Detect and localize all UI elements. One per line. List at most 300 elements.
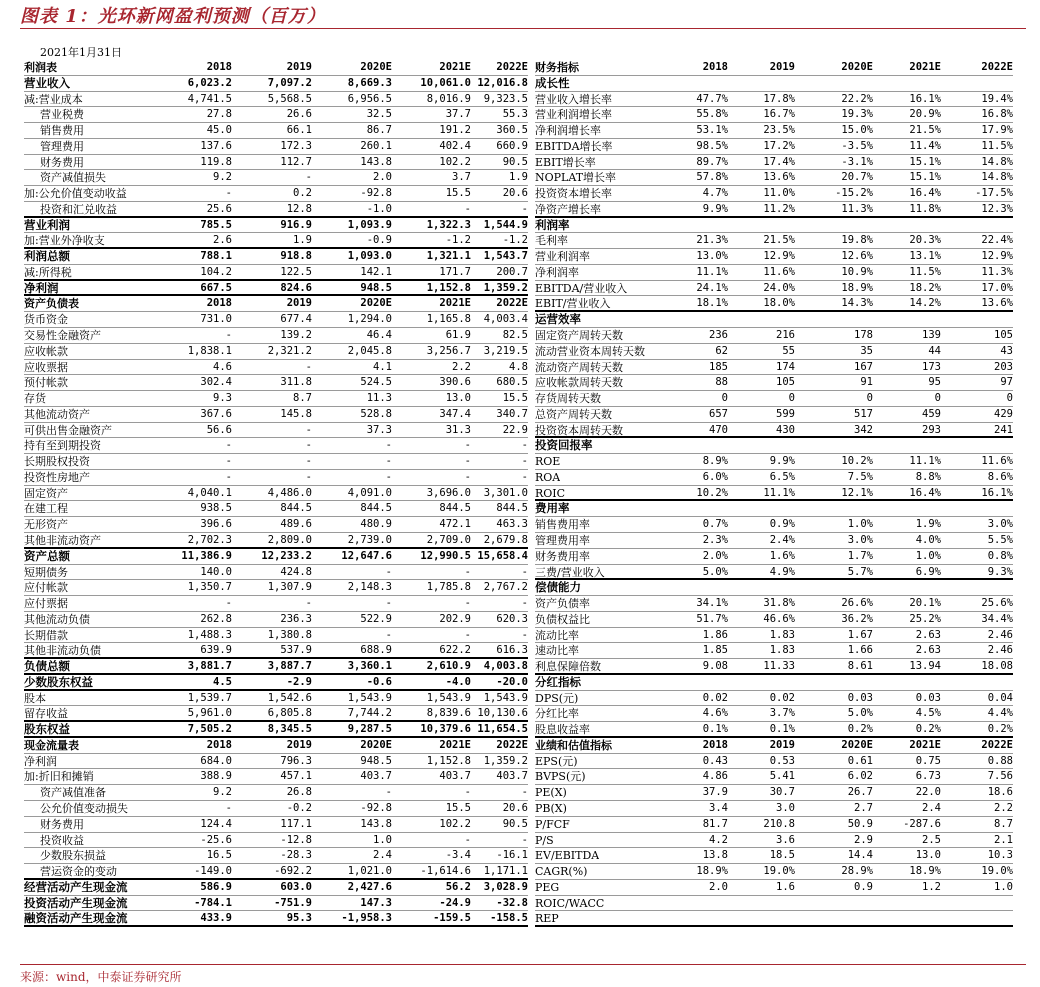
row-value: - [521, 470, 528, 483]
row-value: - [521, 202, 528, 215]
row-value: -1,614.6 [420, 865, 471, 878]
row-label: 三费/营业收入 [535, 565, 605, 579]
table-row [24, 833, 528, 849]
table-row [535, 470, 1013, 486]
row-value: 311.8 [280, 376, 312, 389]
table-row [535, 738, 1013, 754]
row-value: - [464, 597, 471, 610]
row-label: REP [535, 912, 559, 926]
row-value: 463.3 [496, 518, 528, 531]
row-value: 178 [854, 329, 873, 342]
row-value: 360.5 [496, 124, 528, 137]
table-row [535, 344, 1013, 360]
table-row [24, 60, 528, 76]
row-value: 2,739.0 [347, 533, 392, 546]
row-label: EBIT/营业收入 [535, 297, 611, 311]
row-value: 21.3% [696, 234, 728, 247]
row-value: 2018 [206, 61, 232, 73]
table-row [535, 580, 1013, 596]
row-value: 44 [928, 344, 941, 357]
table-row [24, 438, 528, 454]
row-value: 7,505.2 [187, 723, 232, 736]
table-row [24, 659, 528, 675]
table-row [535, 911, 1013, 927]
row-value: 472.1 [439, 518, 471, 531]
row-value: - [385, 455, 392, 468]
row-label: 营业税费 [40, 108, 84, 122]
row-value: 0.2% [987, 723, 1013, 736]
row-value: 916.9 [280, 218, 312, 231]
row-value: 6.0% [702, 470, 728, 483]
row-value: - [305, 455, 312, 468]
table-row [535, 785, 1013, 801]
row-value: 1,539.7 [187, 691, 232, 704]
table-row [535, 76, 1013, 92]
row-value: 470 [709, 423, 728, 436]
row-value: 1,350.7 [187, 581, 232, 594]
row-value: 11.0% [763, 187, 795, 200]
row-value: 11.5% [981, 139, 1013, 152]
table-row [535, 754, 1013, 770]
row-label: 成长性 [535, 75, 570, 90]
row-value: 3.4 [709, 801, 728, 814]
title-rule [20, 28, 1026, 29]
row-value: 31.3 [445, 423, 471, 436]
row-value: 2.0% [702, 549, 728, 562]
row-value: 2,427.6 [347, 880, 392, 893]
row-value: -16.1 [496, 849, 528, 862]
row-value: 2,321.2 [267, 344, 312, 357]
table-row [535, 312, 1013, 328]
row-value: 3.0% [987, 518, 1013, 531]
row-label: 应收帐款周转天数 [535, 376, 623, 390]
row-value: 0 [866, 392, 873, 405]
row-value: 17.2% [763, 139, 795, 152]
row-value: - [305, 423, 312, 436]
row-label: 流动营业资本周转天数 [535, 344, 645, 358]
table-row [535, 438, 1013, 454]
table-row [535, 596, 1013, 612]
row-value: 0.53 [769, 754, 795, 767]
row-label: EBITDA/营业收入 [535, 281, 628, 295]
table-row [535, 107, 1013, 123]
table-row [24, 202, 528, 218]
row-value: 174 [776, 360, 795, 373]
row-value: 15.0% [841, 124, 873, 137]
row-value: 9.2 [213, 171, 232, 184]
row-value: 10,061.0 [420, 76, 471, 89]
table-row [535, 486, 1013, 502]
row-value: 302.4 [200, 376, 232, 389]
row-label: 长期股权投资 [24, 455, 90, 469]
row-value: 6,956.5 [347, 92, 392, 105]
row-value: 16.1% [981, 486, 1013, 499]
row-value: 8.7 [994, 817, 1013, 830]
table-row [535, 833, 1013, 849]
row-value: 98.5% [696, 139, 728, 152]
row-value: 4,091.0 [347, 486, 392, 499]
row-value: 5.41 [769, 770, 795, 783]
row-value: 10.3 [987, 849, 1013, 862]
row-value: 2,702.3 [187, 533, 232, 546]
row-value: 13.6% [763, 171, 795, 184]
row-value: 6.73 [915, 770, 941, 783]
row-label: 资产负债表 [24, 297, 79, 311]
row-label: 预付帐款 [24, 376, 68, 390]
table-row [535, 801, 1013, 817]
table-row [24, 911, 528, 927]
row-value: 16.5 [206, 849, 232, 862]
row-value: - [305, 171, 312, 184]
row-value: 844.5 [280, 502, 312, 515]
row-value: -784.1 [194, 896, 232, 909]
row-value: 1,321.1 [426, 250, 471, 263]
row-value: 4,040.1 [187, 486, 232, 499]
row-value: 13.8 [702, 849, 728, 862]
table-row [24, 423, 528, 439]
row-value: 11.2% [763, 202, 795, 215]
row-value: 9.3 [213, 392, 232, 405]
row-value: 82.5 [502, 329, 528, 342]
row-value: 9.2 [213, 786, 232, 799]
row-value: - [521, 565, 528, 578]
table-row [24, 501, 528, 517]
row-label: 总资产周转天数 [535, 407, 612, 421]
row-label: 少数股东损益 [40, 849, 106, 863]
table-row [535, 186, 1013, 202]
row-label: 速动比率 [535, 644, 579, 658]
row-value: 4,003.8 [483, 660, 528, 673]
row-value: - [464, 833, 471, 846]
row-label: 股本 [24, 691, 46, 705]
table-row [535, 533, 1013, 549]
row-value: 18.2% [909, 281, 941, 294]
row-value: 657 [709, 407, 728, 420]
row-value: 20.9% [909, 108, 941, 121]
row-label: 其他非流动负债 [24, 644, 101, 658]
row-label: 应付票据 [24, 597, 68, 611]
table-row [24, 738, 528, 754]
row-value: 56.6 [206, 423, 232, 436]
row-value: 1.66 [847, 644, 873, 657]
row-value: 20.6 [502, 801, 528, 814]
row-value: 15.5 [445, 187, 471, 200]
row-value: 53.1% [696, 124, 728, 137]
row-value: 2021E [439, 61, 471, 73]
row-value: 340.7 [496, 407, 528, 420]
table-row [535, 375, 1013, 391]
row-value: 18.1% [696, 297, 728, 310]
row-value: 15.5 [445, 801, 471, 814]
row-value: - [464, 455, 471, 468]
row-label: ROE [535, 455, 561, 469]
row-value: 19.4% [981, 92, 1013, 105]
row-value: 10.9% [841, 265, 873, 278]
row-value: 12,233.2 [261, 549, 312, 562]
table-row [24, 675, 528, 691]
row-label: PEG [535, 880, 560, 894]
row-value: - [521, 455, 528, 468]
table-row [24, 407, 528, 423]
row-value: 236 [709, 329, 728, 342]
row-value: 25.6% [981, 597, 1013, 610]
table-row [24, 565, 528, 581]
row-value: 8,839.6 [426, 707, 471, 720]
table-row [24, 281, 528, 297]
row-value: 1,543.9 [426, 691, 471, 704]
row-value: 11.1% [763, 486, 795, 499]
row-value: 403.7 [496, 770, 528, 783]
row-value: 91 [860, 376, 873, 389]
row-value: 4.5 [213, 675, 232, 688]
row-value: 104.2 [200, 265, 232, 278]
row-value: 17.9% [981, 124, 1013, 137]
row-label: 股东权益 [24, 722, 70, 737]
row-value: 2019 [286, 738, 312, 751]
row-value: 6.9% [915, 565, 941, 578]
row-label: ROA [535, 470, 561, 484]
row-value: 459 [922, 407, 941, 420]
row-value: 2019 [769, 61, 795, 73]
row-value: 11.3 [366, 392, 392, 405]
row-value: 2,610.9 [426, 660, 471, 673]
row-label: 短期债务 [24, 565, 68, 579]
row-label: 净利润 [24, 754, 57, 768]
row-label: CAGR(%) [535, 865, 588, 879]
row-label: 公允价值变动损失 [40, 801, 128, 815]
row-value: 24.0% [763, 281, 795, 294]
row-value: 37.3 [366, 423, 392, 436]
table-row [535, 628, 1013, 644]
row-value: 2,767.2 [483, 581, 528, 594]
row-label: 投资资本增长率 [535, 187, 612, 201]
table-row [24, 454, 528, 470]
row-label: 无形资产 [24, 518, 68, 532]
bottom-rule [20, 964, 1026, 965]
row-label: EBIT增长率 [535, 155, 596, 169]
table-row [24, 628, 528, 644]
table-row [535, 249, 1013, 265]
row-value: 142.1 [360, 265, 392, 278]
row-value: 1.67 [847, 628, 873, 641]
row-label: 财务指标 [535, 61, 579, 74]
table-row [535, 218, 1013, 234]
row-label: 毛利率 [535, 234, 568, 248]
row-value: 11.3% [981, 265, 1013, 278]
row-value: 0.03 [915, 691, 941, 704]
row-value: 537.9 [280, 644, 312, 657]
row-value: 37.7 [445, 108, 471, 121]
row-value: 660.9 [496, 139, 528, 152]
row-value: 28.9% [841, 865, 873, 878]
row-value: 390.6 [439, 376, 471, 389]
row-value: 5.0% [847, 707, 873, 720]
row-value: - [464, 786, 471, 799]
row-value: 667.5 [200, 281, 232, 294]
row-value: - [521, 597, 528, 610]
row-value: 639.9 [200, 644, 232, 657]
table-row [24, 312, 528, 328]
row-label: 货币资金 [24, 313, 68, 327]
row-value: 61.9 [445, 329, 471, 342]
row-value: - [521, 786, 528, 799]
row-value: 1.0% [915, 549, 941, 562]
table-row [535, 643, 1013, 659]
row-value: - [305, 360, 312, 373]
row-value: 143.8 [360, 817, 392, 830]
row-label: ROIC [535, 486, 566, 500]
row-value: 90.5 [502, 155, 528, 168]
table-row [24, 328, 528, 344]
row-value: - [464, 628, 471, 641]
row-label: 利润总额 [24, 249, 70, 264]
row-value: -24.9 [439, 896, 471, 909]
table-row [24, 769, 528, 785]
row-value: 0 [721, 392, 728, 405]
row-value: 200.7 [496, 265, 528, 278]
row-value: -15.2% [835, 187, 873, 200]
table-row [24, 706, 528, 722]
row-value: 1.0 [994, 880, 1013, 893]
row-value: 2.4 [373, 849, 392, 862]
row-value: 688.9 [360, 644, 392, 657]
row-value: 102.2 [439, 817, 471, 830]
row-value: 0.9 [854, 880, 873, 893]
row-value: 2021E [909, 61, 941, 73]
row-value: 1,543.9 [347, 691, 392, 704]
row-value: 173 [922, 360, 941, 373]
row-value: 145.8 [280, 407, 312, 420]
row-value: 731.0 [200, 313, 232, 326]
row-value: 4.1 [373, 360, 392, 373]
table-row [535, 407, 1013, 423]
row-value: 0.88 [987, 754, 1013, 767]
row-value: 2.63 [915, 628, 941, 641]
row-label: 固定资产周转天数 [535, 329, 623, 343]
row-value: 2020E [841, 61, 873, 73]
table-row [535, 817, 1013, 833]
table-row [24, 801, 528, 817]
row-value: 1.85 [702, 644, 728, 657]
row-value: -17.5% [975, 187, 1013, 200]
row-value: 1,542.6 [267, 691, 312, 704]
row-value: - [385, 470, 392, 483]
row-value: 1.9% [915, 518, 941, 531]
row-value: 36.2% [841, 612, 873, 625]
row-value: 20.3% [909, 234, 941, 247]
table-row [24, 596, 528, 612]
row-value: 119.8 [200, 155, 232, 168]
table-row [24, 549, 528, 565]
row-label: 销售费用 [40, 124, 84, 138]
row-value: 185 [709, 360, 728, 373]
row-value: 172.3 [280, 139, 312, 152]
row-value: 31.8% [763, 597, 795, 610]
row-value: 293 [922, 423, 941, 436]
row-value: 19.0% [981, 865, 1013, 878]
row-value: 90.5 [502, 817, 528, 830]
row-value: 616.3 [496, 644, 528, 657]
row-value: 4,003.4 [483, 313, 528, 326]
row-value: 12.6% [841, 250, 873, 263]
row-value: 81.7 [702, 817, 728, 830]
table-row [535, 880, 1013, 896]
row-label: 财务费用 [40, 817, 84, 831]
row-value: 5.0% [702, 565, 728, 578]
row-label: P/S [535, 833, 554, 847]
row-value: 2020E [360, 61, 392, 73]
row-value: -3.1% [841, 155, 873, 168]
row-value: - [464, 565, 471, 578]
table-row [535, 360, 1013, 376]
row-value: 12.9% [763, 250, 795, 263]
row-label: DPS(元) [535, 691, 579, 705]
table-row [24, 896, 528, 912]
row-value: 2020E [360, 297, 392, 310]
row-value: 2022E [981, 61, 1013, 73]
row-label: 持有至到期投资 [24, 439, 101, 453]
row-value: 1,380.8 [267, 628, 312, 641]
row-value: 2.7 [854, 801, 873, 814]
row-value: 680.5 [496, 376, 528, 389]
row-value: 5.7% [847, 565, 873, 578]
row-label: 其他流动资产 [24, 407, 90, 421]
row-value: 2.4 [922, 801, 941, 814]
row-label: PE(X) [535, 786, 567, 800]
row-value: 0.43 [702, 754, 728, 767]
table-row [24, 344, 528, 360]
row-value: 4.8 [509, 360, 528, 373]
row-value: 2021E [439, 738, 471, 751]
row-value: 3,881.7 [187, 660, 232, 673]
row-value: 16.4% [909, 486, 941, 499]
row-value: 1,165.8 [426, 313, 471, 326]
left-financial-table [24, 60, 528, 927]
table-row [24, 722, 528, 738]
row-value: 12.9% [981, 250, 1013, 263]
table-row [535, 233, 1013, 249]
row-value: 17.0% [981, 281, 1013, 294]
row-label: 交易性金融资产 [24, 329, 101, 343]
row-value: - [305, 597, 312, 610]
table-row [535, 864, 1013, 880]
table-row [24, 691, 528, 707]
row-value: 8.61 [847, 660, 873, 673]
table-row [24, 470, 528, 486]
row-value: 480.9 [360, 518, 392, 531]
row-value: -149.0 [194, 865, 232, 878]
row-value: 489.6 [280, 518, 312, 531]
row-label: EBITDA增长率 [535, 139, 613, 153]
row-value: 4.4% [987, 707, 1013, 720]
row-value: 3,360.1 [347, 660, 392, 673]
row-value: 66.1 [286, 124, 312, 137]
table-row [535, 170, 1013, 186]
row-value: 18.9% [841, 281, 873, 294]
row-value: 13.0 [915, 849, 941, 862]
row-label: 营业利润 [24, 217, 70, 232]
row-value: 1.83 [769, 628, 795, 641]
row-value: 9.3% [987, 565, 1013, 578]
row-label: 投资资本周转天数 [535, 423, 623, 437]
row-label: 资产减值损失 [40, 171, 106, 185]
row-value: 137.6 [200, 139, 232, 152]
row-label: 净利润率 [535, 265, 579, 279]
row-value: 216 [776, 329, 795, 342]
table-row [535, 155, 1013, 171]
table-row [24, 643, 528, 659]
row-label: 负债权益比 [535, 612, 590, 626]
